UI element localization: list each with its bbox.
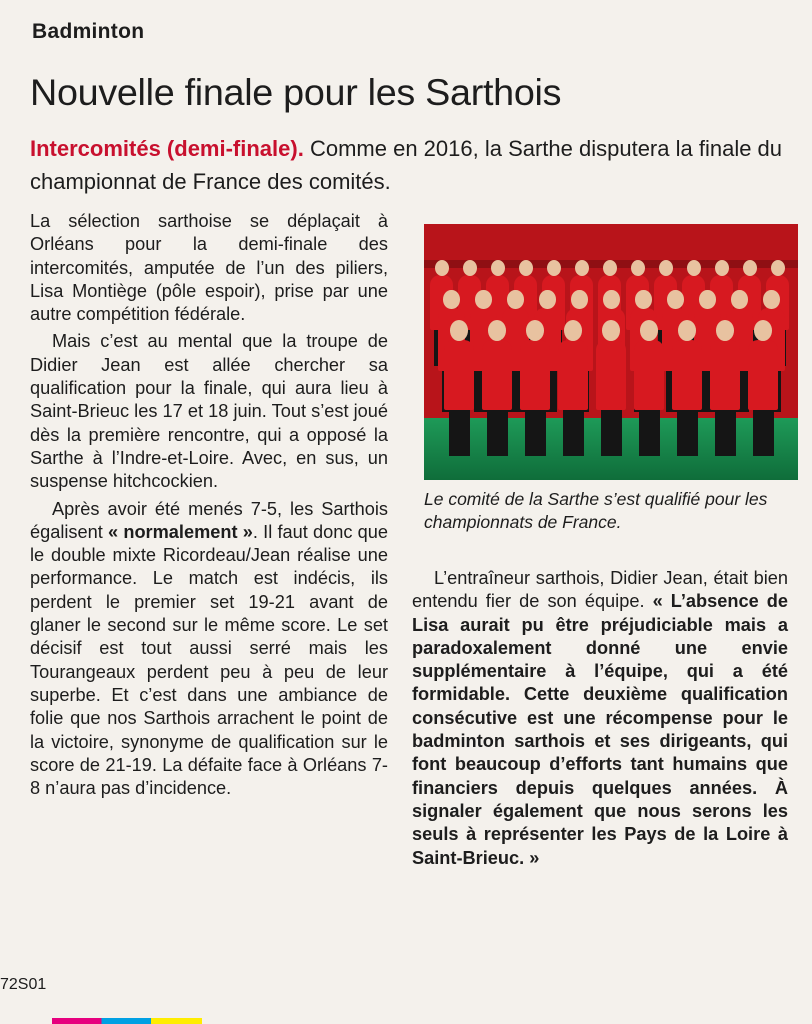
section-rubric: Badminton (32, 20, 145, 43)
team-member-head (687, 260, 701, 276)
team-member-head (763, 290, 779, 309)
print-color-bar (52, 1018, 202, 1024)
team-member-jersey (748, 340, 778, 410)
coach-quote: « L’absence de Lisa aurait pu être préjudiciable mais a paradoxalement donné une envie supplémentaire à l’équipe, qui a été formidable. Cette deuxième qualification consécutive est une récompense pour le badminton sarthois et ses dirigeants, qui font beaucoup d’efforts tant humains que financiers depuis quelques années. À signaler également que nous serons les seuls à représenter les Pays de la Loire à Saint-Brieuc. » (412, 591, 788, 868)
team-photo (424, 224, 798, 480)
team-member-jersey (482, 340, 512, 410)
team-member-head (699, 290, 715, 309)
team-member-legs (715, 410, 736, 456)
team-member-head (635, 290, 651, 309)
team-member-legs (525, 410, 546, 456)
team-member-legs (449, 410, 470, 456)
team-member-head (640, 320, 658, 341)
team-member-head (571, 290, 587, 309)
team-member-head (519, 260, 533, 276)
standfirst-text: Comme en 2016, la Sarthe disputera la finale du championnat de France des comités. (30, 136, 783, 194)
team-member-legs (487, 410, 508, 456)
page-reference: 72S01 (0, 976, 47, 993)
team-member-head (475, 290, 491, 309)
headline: Nouvelle finale pour les Sarthois (30, 72, 562, 113)
team-member-legs (639, 410, 660, 456)
team-member-head (463, 260, 477, 276)
team-member-head (488, 320, 506, 341)
standfirst (30, 132, 800, 198)
paragraph-1: La sélection sarthoise se déplaçait à Orléans pour la demi-finale des intercomités, amputée de l’un des piliers, Lisa Montiège (pôle espoir), prise par une autre compétition fédérale. (30, 211, 388, 325)
article-right-column (412, 567, 788, 870)
team-member-head (631, 260, 645, 276)
team-member-head (659, 260, 673, 276)
team-member-jersey (672, 340, 702, 410)
team-member-head (575, 260, 589, 276)
team-member-jersey (596, 340, 626, 410)
team-member-jersey (520, 340, 550, 410)
team-member-head (603, 290, 619, 309)
paragraph-3-emphasis: « normalement » (108, 521, 253, 542)
team-member-legs (601, 410, 622, 456)
team-member-head (715, 260, 729, 276)
standfirst-kicker: Intercomités (demi-finale). (30, 136, 304, 161)
coach-intro: L’entraîneur sarthois, Didier Jean, était bien entendu fier de son équipe. (412, 568, 788, 612)
team-member-head (547, 260, 561, 276)
team-member-head (667, 290, 683, 309)
paragraph-3-end: . Il faut donc que le double mixte Ricordeau/Jean réalise une performance. Le match est indécis, ils perdent le premier set 19-21 avant de glaner le second sur le même score. Le set décisif est tout aussi serré mais les Tourangeaux perdent peu à peu de leur superbe. Et c’est dans une ambiance de folie que nos Sarthois arrachent le point de la victoire, synonyme de qualification sur le score de 21-19. La défaite face à Orléans 7-8 n’aura pas d’incidence. (30, 521, 388, 799)
team-member-head (754, 320, 772, 341)
team-member-jersey (634, 340, 664, 410)
team-member-legs (563, 410, 584, 456)
team-member-head (443, 290, 459, 309)
team-member-jersey (444, 340, 474, 410)
team-member-head (743, 260, 757, 276)
team-member-legs (753, 410, 774, 456)
photo-caption: Le comité de la Sarthe s’est qualifié pour les championnats de France. (424, 489, 768, 532)
team-member-head (602, 320, 620, 341)
team-member-jersey (710, 340, 740, 410)
team-member-head (603, 260, 617, 276)
team-member-jersey (558, 340, 588, 410)
team-member-head (678, 320, 696, 341)
team-member-head (564, 320, 582, 341)
team-member-head (716, 320, 734, 341)
team-member-head (507, 290, 523, 309)
paragraph-2: Mais c’est au mental que la troupe de Didier Jean est allée chercher sa qualification pour la finale, qui aura lieu à Saint-Brieuc les 17 et 18 juin. Tout s’est joué dès la première rencontre, qui a opposé la Sarthe à l’Indre-et-Loire. Avec, en sus, un suspense hitchcockien. (30, 331, 388, 492)
team-member-head (539, 290, 555, 309)
paragraph-3 (30, 498, 388, 801)
paragraph-3-start: Après avoir été menés 7-5, les Sarthois égalisent (30, 498, 388, 542)
team-member-head (526, 320, 544, 341)
team-member-head (435, 260, 449, 276)
article-left-column (30, 210, 388, 800)
coach-paragraph (412, 567, 788, 870)
team-member-head (450, 320, 468, 341)
team-member-head (731, 290, 747, 309)
team-member-head (771, 260, 785, 276)
team-member-legs (677, 410, 698, 456)
team-member-head (491, 260, 505, 276)
